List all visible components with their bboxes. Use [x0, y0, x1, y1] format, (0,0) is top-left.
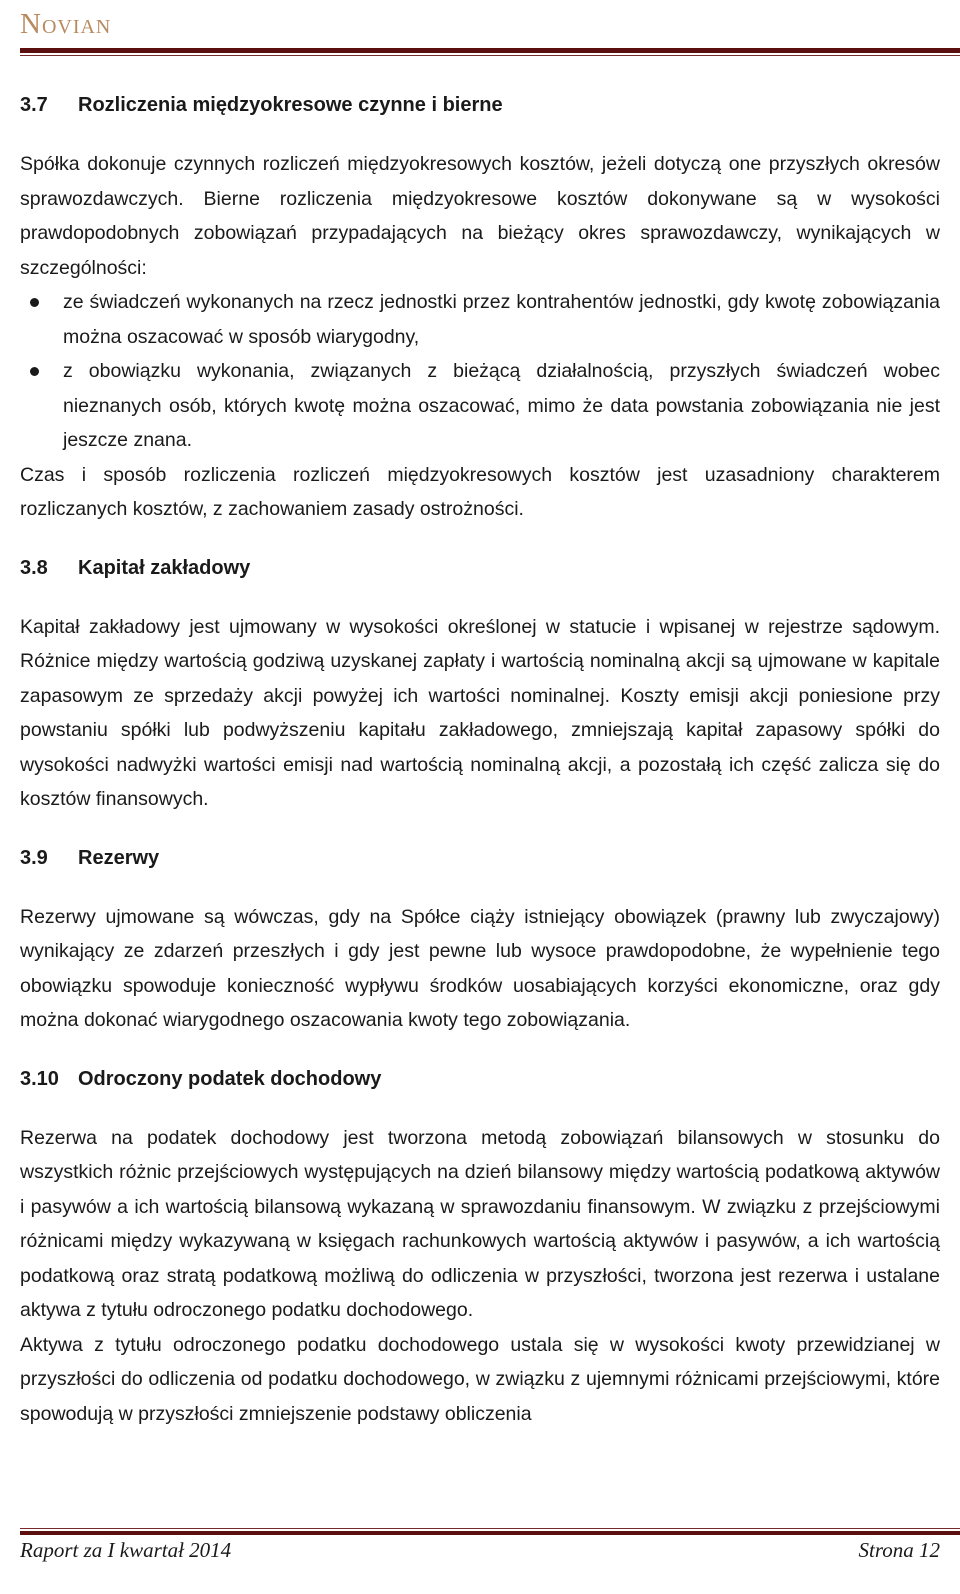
footer-report-title: Raport za I kwartał 2014: [20, 1538, 232, 1562]
footer-page-number: Strona 12: [858, 1538, 940, 1562]
paragraph: Rezerwa na podatek dochodowy jest tworzona metodą zobowiązań bilansowych w stosunku do wszystkich różnic przejściowych występujących na dzień bilansowy między wartością podatkową aktywów i pasywów a ich wartością bilansową wykazaną w sprawozdaniu finansowym. W związku z przejściowymi różnicami między wykazywaną w księgach rachunkowych wartością aktywów i pasywów, a ich wartością podatkową oraz stratą podatkową możliwą do odliczenia w przyszłości, tworzona jest rezerwa i ustalane aktywa z tytułu odroczonego podatku dochodowego.: [20, 1126, 940, 1321]
bullet-icon: [30, 298, 39, 307]
bullet-icon: [30, 367, 39, 376]
paragraph: Aktywa z tytułu odroczonego podatku dochodowego ustala się w wysokości kwoty przewidzianej w przyszłości do odliczenia od podatku dochodowego, w związku z ujemnymi różnicami przejściowymi, które spowodują w przyszłości zmniejszenie podstawy obliczenia: [20, 1333, 940, 1425]
section-title: Rezerwy: [78, 846, 160, 869]
section-heading-3-9: [20, 841, 940, 875]
section-title: Odroczony podatek dochodowy: [78, 1067, 382, 1090]
section-number: 3.7: [20, 94, 48, 116]
section-heading-3-7: [20, 88, 940, 122]
company-logo: Novian: [20, 8, 112, 40]
paragraph: Kapitał zakładowy jest ujmowany w wysokości określonej w statucie i wpisanej w rejestrze sądowym. Różnice między wartością godziwą uzyskanej zapłaty i wartością nominalną akcji są ujmowane w kapitale zapasowym ze sprzedaży akcji powyżej ich wartości nominalnej. Koszty emisji akcji poniesione przy powstaniu spółki lub podwyższeniu kapitału zakładowego, zmniejszają kapitał zapasowy spółki do wysokości nadwyżki wartości emisji nad wartością nominalną akcji, a pozostałą ich część zalicza się do kosztów finansowych.: [20, 615, 940, 810]
paragraph: Czas i sposób rozliczenia rozliczeń międzyokresowych kosztów jest uzasadniony charakterem rozliczanych kosztów, z zachowaniem zasady ostrożności.: [20, 463, 940, 520]
section-heading-3-8: [20, 551, 940, 585]
paragraph: Rezerwy ujmowane są wówczas, gdy na Spółce ciąży istniejący obowiązek (prawny lub zwyczajowy) wynikający ze zdarzeń przeszłych i gdy jest pewne lub wysoce prawdopodobne, że wypełnienie tego obowiązku spowoduje konieczność wypływu środków uosabiających korzyści ekonomiczne, oraz gdy można dokonać wiarygodnego oszacowania kwoty tego zobowiązania.: [20, 905, 940, 1031]
section-number: 3.10: [20, 1067, 59, 1090]
list-item: [20, 354, 940, 458]
section-heading-3-10: [20, 1062, 940, 1096]
bullet-list: [20, 285, 940, 458]
section-number: 3.8: [20, 556, 48, 579]
section-title: Rozliczenia międzyokresowe czynne i bierne: [78, 94, 503, 116]
section-title: Kapitał zakładowy: [78, 556, 251, 579]
document-body: [20, 88, 940, 1431]
footer-divider: [0, 1528, 960, 1538]
header-divider: [0, 48, 960, 58]
list-item-text: ze świadczeń wykonanych na rzecz jednostki przez kontrahentów jednostki, gdy kwotę zobowiązania można oszacować w sposób wiarygodny,: [63, 291, 940, 348]
section-number: 3.9: [20, 846, 48, 869]
list-item-text: z obowiązku wykonania, związanych z bieżącą działalnością, przyszłych świadczeń wobec nieznanych osób, których kwotę można oszacować, mimo że data powstania zobowiązania nie jest jeszcze znana.: [63, 360, 940, 451]
paragraph: Spółka dokonuje czynnych rozliczeń międzyokresowych kosztów, jeżeli dotyczą one przyszłych okresów sprawozdawczych. Bierne rozliczenia międzyokresowe kosztów dokonywane są w wysokości prawdopodobnych zobowiązań przypadających na bieżący okres sprawozdawczy, wynikających w szczególności:: [20, 153, 940, 279]
list-item: [20, 285, 940, 354]
